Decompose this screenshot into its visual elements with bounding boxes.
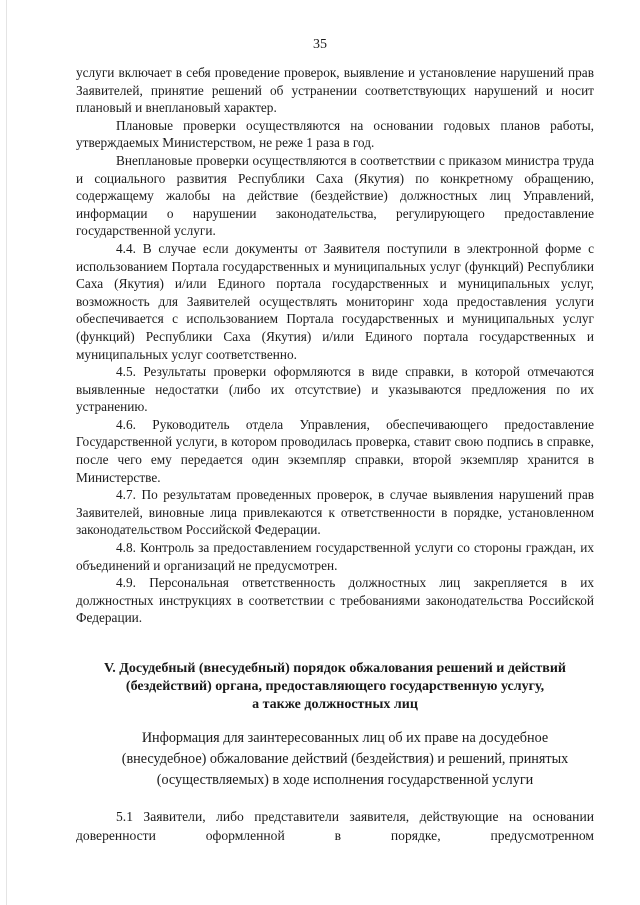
paragraph-5-1: [76, 807, 594, 845]
paragraph-planned-inspections: Плановые проверки осуществляются на основании годовых планов работы, утверждаемых Министерством, не реже 1 раза в год.: [76, 117, 594, 151]
paragraph-5-1-text: 5.1 Заявители, либо представители заявителя, действующие на основании доверенности оформленной в порядке, предусмотренном: [76, 809, 594, 843]
paragraph-4-5: 4.5. Результаты проверки оформляются в виде справки, в которой отмечаются выявленные недостатки (либо их отсутствие) и указываются предложения по их устранению.: [76, 364, 594, 415]
section-heading-line: (бездействий) органа, предоставляющего государственную услугу,: [125, 679, 545, 694]
section-heading: [76, 660, 594, 714]
paragraph-4-6: 4.6. Руководитель отдела Управления, обеспечивающего предоставление Государственной услуги, в котором проводилась проверка, ставит свою подпись в справке, после чего ему передается один экземпляр справки, второй экземпляр хранится в Министерстве.: [76, 416, 594, 485]
paragraph-4-7: 4.7. По результатам проведенных проверок, в случае выявления нарушений прав Заявителей, виновные лица привлекаются к ответственности в порядке, установленном законодательством Российской Федерации.: [76, 487, 594, 538]
paragraph-unplanned-inspections: Внеплановые проверки осуществляются в соответствии с приказом министра труда и социального развития Республики Саха (Якутия) по конкретному обращению, содержащему жалобы на действие (бездействие) должностных лиц Управлений, информации о нарушении законодательства, регулирующего предоставление государственной услуги.: [76, 152, 594, 239]
info-subheading-line: (внесудебное) обжалование действий (бездействия) и решений, принятых: [121, 751, 569, 767]
page-binding-edge: [6, 0, 7, 905]
paragraph-continuation: услуги включает в себя проведение проверок, выявление и установление нарушений прав Заявителей, принятие решений об устранении соответствующих нарушений и носит плановый и внеплановый характер.: [76, 65, 594, 116]
info-subheading-line: (осуществляемых) в ходе исполнения государственной услуги: [156, 772, 534, 788]
section-heading-line: V. Досудебный (внесудебный) порядок обжалования решений и действий: [103, 661, 566, 676]
paragraph-4-8: 4.8. Контроль за предоставлением государственной услуги со стороны граждан, их объединений и организаций не предусмотрен.: [76, 540, 594, 573]
document-body: [76, 64, 594, 627]
info-subheading-line: Информация для заинтересованных лиц об их праве на досудебное: [141, 730, 549, 746]
info-subheading: [112, 728, 578, 791]
section-heading-line: а также должностных лиц: [252, 697, 418, 712]
page-number: 35: [313, 37, 327, 52]
paragraph-4-9: 4.9. Персональная ответственность должностных лиц закрепляется в их должностных инструкциях в соответствии с требованиями законодательства Российской Федерации.: [76, 575, 594, 626]
paragraph-4-4: 4.4. В случае если документы от Заявителя поступили в электронной форме с использованием Портала государственных и муниципальных услуг (функций) Республики Саха (Якутия) и/или Единого портала государственных и муниципальных услуг, возможность для Заявителей осуществлять мониторинг хода предоставления услуги обеспечивается с использованием Портала государственных и муниципальных услуг (функций) Республики Саха (Якутия) и/или Единого портала государственных и муниципальных услуг соответственно.: [76, 240, 594, 362]
